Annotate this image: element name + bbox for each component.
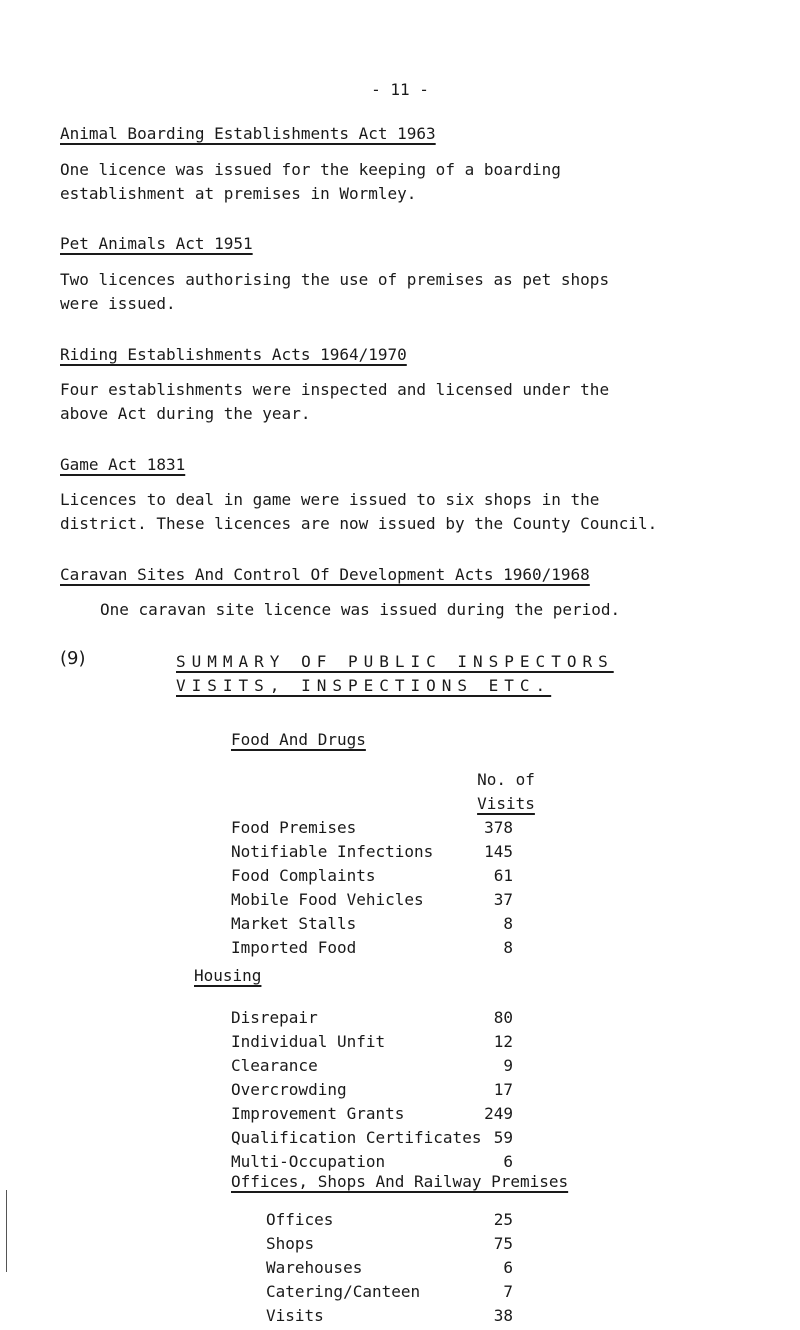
row-value: 61 — [493, 866, 513, 885]
row-label: Food Premises — [231, 818, 357, 837]
page-number: - 11 - — [371, 80, 429, 99]
visits-column-header-line2: Visits — [477, 794, 535, 813]
row-value: 17 — [493, 1080, 513, 1099]
row-value: 37 — [493, 890, 513, 909]
food-and-drugs-heading: Food And Drugs — [231, 730, 366, 749]
row-label: Imported Food — [231, 938, 357, 957]
table-row — [231, 1032, 513, 1056]
row-label: Catering/Canteen — [266, 1282, 421, 1301]
table-row — [231, 866, 513, 890]
row-label: Individual Unfit — [231, 1032, 386, 1051]
table-row — [231, 890, 513, 914]
game-heading: Game Act 1831 — [60, 455, 186, 474]
row-value: 249 — [484, 1104, 513, 1123]
row-label: Warehouses — [266, 1258, 363, 1277]
row-value: 145 — [484, 842, 513, 861]
row-value: 8 — [503, 938, 513, 957]
summary-number: (9) — [60, 648, 86, 669]
table-row — [231, 818, 513, 842]
table-row — [231, 1128, 513, 1152]
housing-heading: Housing — [194, 966, 262, 985]
row-value: 12 — [493, 1032, 513, 1051]
row-value: 75 — [493, 1234, 513, 1253]
row-value: 6 — [503, 1258, 513, 1277]
row-value: 59 — [493, 1128, 513, 1147]
row-value: 6 — [503, 1152, 513, 1171]
table-row — [231, 914, 513, 938]
table-row — [266, 1306, 513, 1330]
table-row — [266, 1210, 513, 1234]
row-label: Offices — [266, 1210, 334, 1229]
row-value: 25 — [493, 1210, 513, 1229]
row-label: Improvement Grants — [231, 1104, 405, 1123]
table-row — [231, 842, 513, 866]
caravan-text: One caravan site licence was issued during the period. — [100, 600, 621, 619]
row-value: 378 — [484, 818, 513, 837]
animal-boarding-heading: Animal Boarding Establishments Act 1963 — [60, 124, 436, 143]
row-label: Notifiable Infections — [231, 842, 434, 861]
visits-column-header-line1: No. of — [477, 770, 535, 789]
pet-animals-heading: Pet Animals Act 1951 — [60, 234, 253, 253]
row-label: Mobile Food Vehicles — [231, 890, 424, 909]
row-value: 9 — [503, 1056, 513, 1075]
row-value: 38 — [493, 1306, 513, 1325]
row-label: Shops — [266, 1234, 315, 1253]
table-row — [266, 1234, 513, 1258]
margin-line — [6, 1190, 7, 1272]
row-label: Clearance — [231, 1056, 318, 1075]
row-label: Market Stalls — [231, 914, 357, 933]
table-row — [266, 1282, 513, 1306]
summary-title-line1: SUMMARY OF PUBLIC INSPECTORS — [176, 652, 614, 671]
row-label: Qualification Certificates — [231, 1128, 482, 1147]
pet-animals-text: Two licences authorising the use of premises as pet shops were issued. — [60, 270, 610, 313]
summary-title-line2: VISITS, INSPECTIONS ETC. — [176, 676, 552, 695]
riding-text: Four establishments were inspected and licensed under the above Act during the year. — [60, 380, 610, 423]
table-row — [231, 1080, 513, 1104]
table-row — [231, 1056, 513, 1080]
row-value: 8 — [503, 914, 513, 933]
game-text: Licences to deal in game were issued to six shops in the district. These licences are now issued by the County Council. — [60, 490, 658, 533]
animal-boarding-text: One licence was issued for the keeping of a boarding establishment at premises in Wormley. — [60, 160, 561, 203]
table-row — [231, 1008, 513, 1032]
row-label: Visits — [266, 1306, 324, 1325]
table-row — [231, 1104, 513, 1128]
visits-column-header — [466, 768, 546, 816]
table-row — [266, 1258, 513, 1282]
row-value: 7 — [503, 1282, 513, 1301]
caravan-heading: Caravan Sites And Control Of Development Acts 1960/1968 — [60, 565, 590, 584]
row-value: 80 — [493, 1008, 513, 1027]
row-label: Multi-Occupation — [231, 1152, 386, 1171]
table-row — [231, 938, 513, 962]
row-label: Food Complaints — [231, 866, 376, 885]
offices-heading: Offices, Shops And Railway Premises — [231, 1172, 569, 1191]
row-label: Overcrowding — [231, 1080, 347, 1099]
row-label: Disrepair — [231, 1008, 318, 1027]
riding-heading: Riding Establishments Acts 1964/1970 — [60, 345, 407, 364]
